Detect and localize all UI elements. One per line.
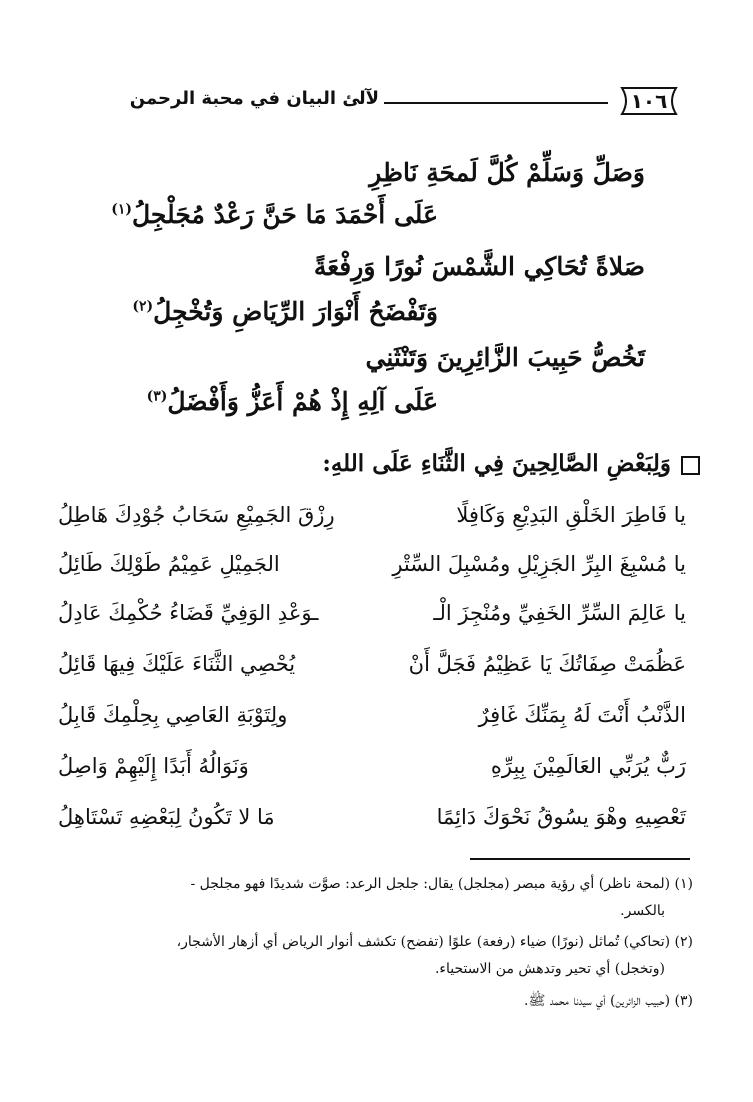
poem-line xyxy=(366,343,645,372)
poem-line xyxy=(147,387,438,416)
poem-line-text: وَتَفْضَحُ أَنْوَارَ الرِّيَاضِ وَتُخْجِلُ xyxy=(153,297,438,326)
verse-couplet xyxy=(58,805,686,849)
first-hemistich: عَظُمَتْ صِفَاتُكَ يَا عَظِيْمُ فَجَلَّ أَنْ xyxy=(408,652,686,676)
poem-line-text: صَلاةً تُحَاكِي الشَّمْسَ نُورًا وَرِفْعَةً xyxy=(313,252,645,281)
footnote: (٣) (حبيب الزائرين) أي سيدنا محمد ﷺ. xyxy=(524,993,693,1009)
first-hemistich: الذَّنْبُ أَنْتَ لَهُ بِمَنِّكَ غَافِرٌ xyxy=(478,703,686,727)
verse-couplet xyxy=(58,601,686,645)
footnote-marker: (٣) xyxy=(146,388,168,405)
verse-couplet xyxy=(58,503,686,547)
footnote-marker: (٢) xyxy=(132,298,154,315)
footnote: (١) (لمحة ناظر) أي رؤية مبصر (مجلجل) يقال: جلجل الرعد: صوَّت شديدًا فهو مجلجل - xyxy=(190,876,693,892)
second-hemistich: وَنَوَالُهُ أَبَدًا إِلَيْهِمْ وَاصِلُ xyxy=(58,754,249,778)
footnote-rule xyxy=(470,858,690,860)
poem-line-text: عَلَى أَحْمَدَ مَا حَنَّ رَعْدٌ مُجَلْجِلُ xyxy=(131,200,438,229)
poem-line xyxy=(314,252,645,281)
page-header xyxy=(62,82,684,122)
first-hemistich: يا فَاطِرَ الخَلْقِ البَدِيْعِ وَكَافِلًا xyxy=(456,503,686,527)
footnote: (٢) (تحاكي) تُماثل (نورًا) ضياء (رفعة) علوًا (تفضح) تكشف أنوار الرياض أي أزهار الأشجار، xyxy=(176,934,693,950)
section-heading-text: وَلِبَعْضِ الصَّالِحِينَ فِي الثَّنَاءِ عَلَى اللهِ: xyxy=(322,450,671,477)
verse-couplet xyxy=(58,552,686,596)
poem-line-text: وَصَلِّ وَسَلِّمْ كُلَّ لَمحَةِ نَاظِرِ xyxy=(369,158,645,187)
page-number: ١٠٦ xyxy=(630,89,668,113)
poem-line xyxy=(111,200,438,229)
second-hemistich: الجَمِيْلِ عَمِيْمُ طَوْلِكَ طَائِلُ xyxy=(58,552,280,576)
section-heading xyxy=(322,450,700,477)
second-hemistich: ولِتَوْبَةِ العَاصِي بِحِلْمِكَ قَابِلُ xyxy=(58,703,288,727)
poem-line xyxy=(132,297,438,326)
first-hemistich: يا عَالِمَ السِّرِّ الخَفِيِّ ومُنْجِزَ الْـ xyxy=(433,601,686,625)
second-hemistich: ـوَعْدِ الوَفِيِّ قَضَاءُ حُكْمِكَ عَادِلُ xyxy=(58,601,319,625)
second-hemistich: رِزْقَ الجَمِيْعِ سَحَابُ جُوْدِكَ هَاطِلُ xyxy=(58,503,335,527)
poem-line xyxy=(369,158,645,187)
verse-couplet xyxy=(58,652,686,696)
verse-couplet xyxy=(58,754,686,798)
first-hemistich: رَبٌّ يُرَبِّي العَالَمِيْنَ بِبِرِّهِ xyxy=(490,754,686,778)
second-hemistich: يُحْصِي الثَّنَاءَ عَلَيْكَ فِيهَا قَائِلُ xyxy=(58,652,296,676)
footnote: بالكسر. xyxy=(620,903,665,919)
verse-couplet xyxy=(58,703,686,747)
footnote-marker: (١) xyxy=(111,201,132,218)
poem-line-text: تَخُصُّ حَبِيبَ الزَّائِرِينَ وَتَنْثَنِي xyxy=(365,343,645,372)
second-hemistich: مَا لا تَكُونُ لِبَعْضِهِ تَسْتَاهِلُ xyxy=(58,805,275,829)
first-hemistich: تَعْصِيهِ وهْوَ يسُوقُ نَحْوَكَ دَائِمًا xyxy=(436,805,686,829)
square-bullet-icon xyxy=(681,456,700,475)
page-number-badge xyxy=(614,84,684,118)
book-title: لآلئ البيان في محبة الرحمن xyxy=(129,88,379,109)
footnote: (وتخجل) أي تحير وتدهش من الاستحياء. xyxy=(434,961,665,977)
header-rule xyxy=(384,102,608,104)
poem-line-text: عَلَى آلِهِ إِذْ هُمْ أَعَزُّ وَأَفْضَلُ xyxy=(167,387,438,416)
first-hemistich: يا مُسْبِغَ البِرِّ الجَزِيْلِ ومُسْبِلَ السِّتْرِ xyxy=(392,552,686,576)
